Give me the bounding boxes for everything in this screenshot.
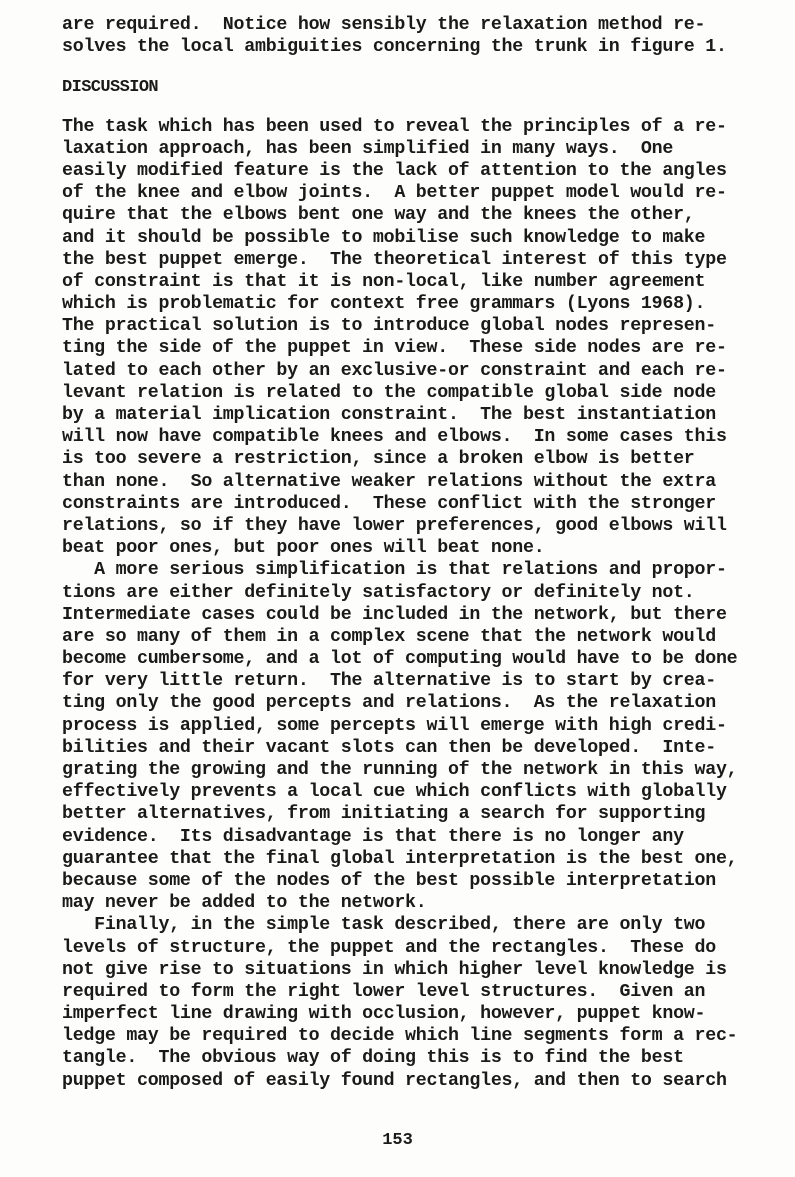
body-line: because some of the nodes of the best possible interpretation <box>62 870 716 891</box>
body-line: which is problematic for context free grammars (Lyons 1968). <box>62 294 706 315</box>
body-line: guarantee that the final global interpretation is the best one, <box>62 848 738 869</box>
body-line: become cumbersome, and a lot of computing would have to be done <box>62 649 738 670</box>
body-line: ting only the good percepts and relations. As the relaxation <box>62 693 716 714</box>
body-line: constraints are introduced. These conflict with the stronger <box>62 493 716 514</box>
body-line: relations, so if they have lower preferences, good elbows will <box>62 515 727 536</box>
body-line: for very little return. The alternative is to start by crea- <box>62 671 716 692</box>
body-line: than none. So alternative weaker relations without the extra <box>62 471 716 492</box>
body-line: are so many of them in a complex scene that the network would <box>62 626 716 647</box>
text-column <box>62 14 762 1092</box>
body-line: grating the growing and the running of the network in this way, <box>62 760 738 780</box>
body-line: levels of structure, the puppet and the rectangles. These do <box>62 937 716 958</box>
section-heading: DISCUSSION <box>62 78 159 98</box>
body-line: is too severe a restriction, since a broken elbow is better <box>62 449 695 470</box>
body-line: Finally, in the simple task described, there are only two <box>62 915 706 936</box>
body-line: lated to each other by an exclusive-or constraint and each re- <box>62 360 727 381</box>
body-line: by a material implication constraint. The best instantiation <box>62 405 716 425</box>
body-line: puppet composed of easily found rectangles, and then to search <box>62 1070 727 1091</box>
body-line: laxation approach, has been simplified in many ways. One <box>62 138 674 159</box>
page-number: 153 <box>382 1131 413 1150</box>
body-line: tions are either definitely satisfactory or definitely not. <box>62 582 695 603</box>
body-line: the best puppet emerge. The theoretical interest of this type <box>62 249 727 270</box>
body-line: ting the side of the puppet in view. These side nodes are re- <box>62 338 727 359</box>
body-line: bilities and their vacant slots can then be developed. Inte- <box>62 737 716 758</box>
body-line: of the knee and elbow joints. A better puppet model would re- <box>62 183 727 204</box>
body-line: The task which has been used to reveal the principles of a re- <box>62 116 727 137</box>
body-line: quire that the elbows bent one way and the knees the other, <box>62 205 695 226</box>
body-line: Intermediate cases could be included in the network, but there <box>62 604 727 625</box>
body-line: beat poor ones, but poor ones will beat none. <box>62 538 545 559</box>
body-line: will now have compatible knees and elbows. In some cases this <box>62 427 727 448</box>
body-line: easily modified feature is the lack of attention to the angles <box>62 160 727 181</box>
body-line: required to form the right lower level structures. Given an <box>62 981 706 1002</box>
body-line: A more serious simplification is that relations and propor- <box>62 560 727 581</box>
body-line: tangle. The obvious way of doing this is to find the best <box>62 1048 684 1069</box>
discussion-body <box>62 116 762 1092</box>
body-line: not give rise to situations in which higher level knowledge is <box>62 959 727 980</box>
body-line: The practical solution is to introduce global nodes represen- <box>62 316 716 337</box>
body-line: may never be added to the network. <box>62 893 427 914</box>
body-line: and it should be possible to mobilise such knowledge to make <box>62 227 706 248</box>
body-line: effectively prevents a local cue which conflicts with globally <box>62 782 727 803</box>
body-line: ledge may be required to decide which line segments form a rec- <box>62 1026 738 1047</box>
body-line: better alternatives, from initiating a search for supporting <box>62 804 706 825</box>
intro-line: solves the local ambiguities concerning the trunk in figure 1. <box>62 37 727 58</box>
body-line: evidence. Its disadvantage is that there is no longer any <box>62 826 684 847</box>
body-line: levant relation is related to the compatible global side node <box>62 382 716 403</box>
intro-line: are required. Notice how sensibly the relaxation method re- <box>62 15 706 35</box>
body-line: imperfect line drawing with occlusion, however, puppet know- <box>62 1004 706 1025</box>
body-line: process is applied, some percepts will emerge with high credi- <box>62 715 727 736</box>
body-line: of constraint is that it is non-local, like number agreement <box>62 271 706 292</box>
